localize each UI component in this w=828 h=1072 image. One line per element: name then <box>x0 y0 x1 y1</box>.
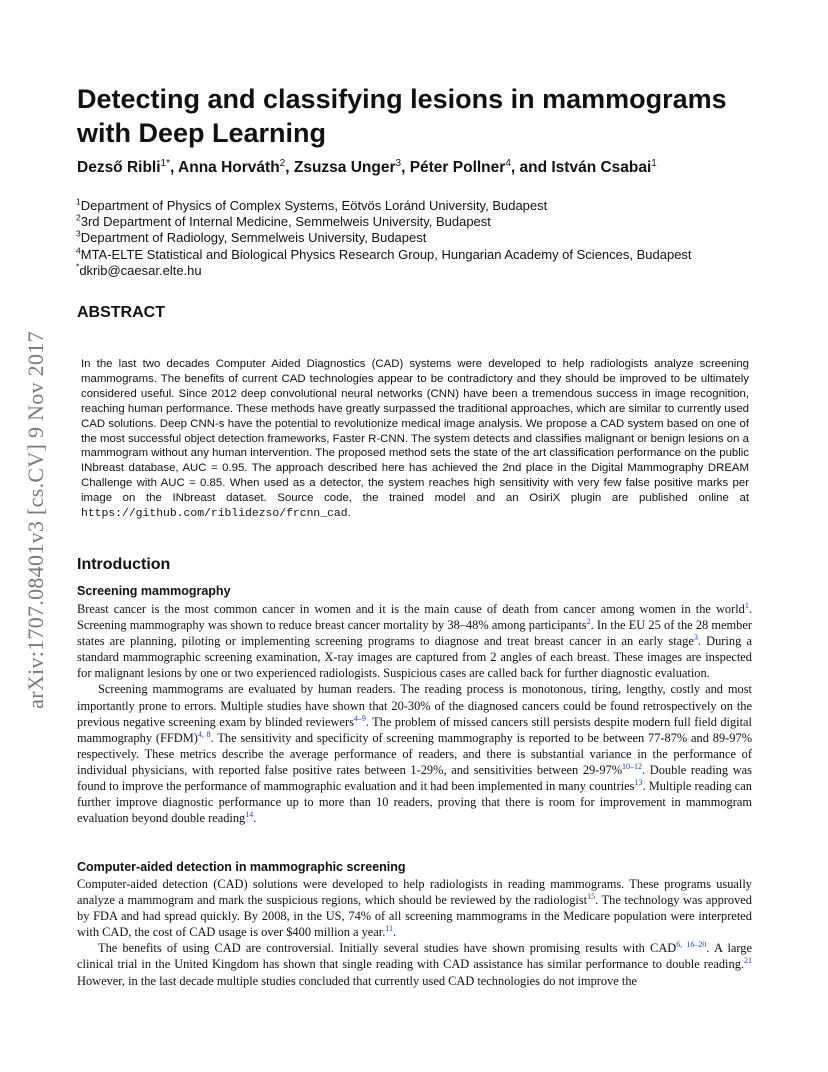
citation-link[interactable]: 14 <box>245 810 254 820</box>
screening-mammography-body <box>77 601 752 826</box>
cad-section-heading: Computer-aided detection in mammographic screening <box>77 860 406 874</box>
affiliation-mark: 2 <box>76 212 81 223</box>
paragraph-text: However, in the last decade multiple studies concluded that currently used CAD technologies do not improve the <box>77 973 638 988</box>
citation-link[interactable]: 2 <box>586 616 591 626</box>
paragraph-text: . The technology was approved by FDA and had spread quickly. By 2008, in the US, 74% of all screening mammograms in the Medicare population were interpreted with CAD, the cost of CAD usage is over $400 million a year. <box>77 893 752 940</box>
affiliation-mark: 1 <box>76 196 81 207</box>
affiliation-text: 3rd Department of Internal Medicine, Semmelweis University, Budapest <box>80 214 491 230</box>
affiliation-line <box>76 198 776 214</box>
author-name: Zsuzsa Unger <box>293 159 396 177</box>
affiliation-text: Department of Radiology, Semmelweis University, Budapest <box>80 230 427 246</box>
paragraph-text: The benefits of using CAD are controversial. Initially several studies have shown promising results with CAD <box>98 941 677 956</box>
citation-link[interactable]: 3 <box>693 633 698 643</box>
author-name: Dezső Ribli <box>77 159 161 177</box>
paragraph-text: Breast cancer is the most common cancer in women and it is the main cause of death from cancer among women in the world <box>77 602 745 616</box>
source-code-link[interactable]: https://github.com/riblidezso/frcnn_cad <box>81 508 348 521</box>
introduction-heading: Introduction <box>77 556 171 573</box>
paragraph-text: . <box>253 811 257 826</box>
author-name: Péter Pollner <box>409 159 506 177</box>
abstract-heading: ABSTRACT <box>77 304 165 321</box>
affiliation-mark: * <box>76 261 80 272</box>
arxiv-identifier-text: arXiv:1707.08401v3 [cs.CV] 9 Nov 2017 <box>23 331 48 709</box>
author-affiliation-mark: 3 <box>395 158 402 169</box>
affiliation-text: MTA-ELTE Statistical and Biological Physics Research Group, Hungarian Academy of Sciences, Budapest <box>80 246 692 262</box>
citation-link[interactable]: 10–12 <box>622 761 643 771</box>
paragraph-text: . In the EU 25 of the 28 member states are planning, piloting or implementing screening programs to diagnose and treat breast cancer in an early stage <box>77 618 752 649</box>
author-affiliation-mark: 1* <box>160 158 170 169</box>
paragraph-text: . The sensitivity and specificity of screening mammography is reported to be between 77-87% and 89-97% respectively. These metrics describe the average performance of readers, and there is substantial variance in the performance of individual physicians, with reported false positive rates between 1-29%, and sensitivities between 29-97% <box>77 730 753 777</box>
citation-link[interactable]: 15 <box>587 891 596 901</box>
author-name: István Csabai <box>551 159 652 177</box>
paragraph-text: . <box>393 925 397 940</box>
author-name: Anna Horváth <box>178 159 280 177</box>
paragraph-text: . Double reading was found to improve the performance of mammographic evaluation and it had been implemented in many countries <box>77 762 752 794</box>
paragraph-text: Screening mammograms are evaluated by human readers. The reading process is monotonous, tiring, lengthy, costly and most importantly prone to errors. Multiple studies have shown that 20-30% of the diagnosed cancers could be found retrospectively on the previous negative screening exam by blinded reviewers <box>77 682 752 729</box>
paragraph-text: . A large clinical trial in the United Kingdom has shown that single reading with CAD assistance has similar performance to double reading. <box>77 941 752 972</box>
paragraph <box>77 940 752 988</box>
abstract-body <box>81 357 749 522</box>
affiliation-line <box>76 214 776 230</box>
abstract-text: In the last two decades Computer Aided Diagnostics (CAD) systems were developed to help radiologists analyze screening mammograms. The benefits of current CAD technologies appear to be contradictory and they should be improved to be ultimately considered useful. Since 2012 deep convolutional neural networks (CNN) have been a tremendous success in image recognition, reaching human performance. These methods have greatly surpassed the traditional approaches, which are similar to currently used CAD solutions. Deep CNN-s have the potential to revolutionize medical image analysis. We propose a CAD system based on one of the most successful object detection frameworks, Faster R-CNN. The system detects and classifies malignant or benign lesions on a mammogram without any human intervention. The proposed method sets the state of the art classification performance on the public INbreast database, AUC = 0.95. The approach described here has achieved the 2nd place in the Digital Mammography DREAM Challenge with AUC = 0.85. When used as a detector, the system reaches high sensitivity with very few false positive marks per image on the INbreast dataset. Source code, the trained model and an OsiriX plugin are published online at <box>81 358 749 505</box>
affiliation-mark: 3 <box>76 229 81 240</box>
affiliation-mark: 4 <box>76 245 81 256</box>
paragraph <box>77 601 752 681</box>
author-affiliation-mark: 4 <box>505 158 511 169</box>
citation-link[interactable]: 4–9 <box>353 713 366 723</box>
paragraph-text: . Multiple reading can further improve diagnostic performance up to more than 10 readers, proving that there is room for improvement in mammogram evaluation beyond double reading <box>77 779 753 826</box>
affiliation-line <box>76 230 776 246</box>
arxiv-identifier-stamp <box>22 285 50 755</box>
paragraph-text: Computer-aided detection (CAD) solutions were developed to help radiologists in reading mammograms. These programs usually analyze a mammogram and mark the suspicious regions, which should be reviewed by the radiologist <box>77 877 752 908</box>
affiliation-line <box>76 247 776 263</box>
affiliation-text: Department of Physics of Complex Systems, Eötvös Loránd University, Budapest <box>80 198 548 213</box>
paragraph-text: . The problem of missed cancers still persists despite modern full field digital mammography (FFDM) <box>77 714 752 745</box>
paragraph-text: . During a standard mammographic screening examination, X-ray images are captured from 2 angles of each breast. These images are inspected for malignant lesions by one or two experienced radiologists. Suspicious cases are called back for further diagnostic evaluation. <box>77 634 752 681</box>
affiliation-list <box>76 198 776 279</box>
citation-link[interactable]: 13 <box>634 777 643 787</box>
abstract-tail: . <box>347 507 351 520</box>
citation-link[interactable]: 21 <box>744 956 752 966</box>
screening-mammography-heading: Screening mammography <box>77 584 231 598</box>
citation-link[interactable]: 6, 16–20 <box>676 940 707 950</box>
paper-title: Detecting and classifying lesions in mammograms with Deep Learning <box>77 84 727 148</box>
paragraph-text: . Screening mammography was shown to reduce breast cancer mortality by 38–48% among participants <box>77 602 752 633</box>
affiliation-line <box>76 263 776 279</box>
citation-link[interactable]: 11 <box>385 924 394 934</box>
author-list: Dezső Ribli$^{1*}$, Anna Horváth$^2$, Zsuzsa Unger$^3$, Péter Pollner$^4$, and István Csabai$^1$ <box>77 158 657 177</box>
citation-link[interactable]: 4, 8 <box>197 729 211 739</box>
author-affiliation-mark: 1 <box>651 158 657 169</box>
paragraph <box>77 876 752 940</box>
paragraph <box>77 681 752 826</box>
cad-section-body <box>77 876 752 989</box>
citation-link[interactable]: 1 <box>744 600 749 610</box>
affiliation-text: dkrib@caesar.elte.hu <box>79 262 202 278</box>
author-affiliation-mark: 2 <box>279 158 286 169</box>
